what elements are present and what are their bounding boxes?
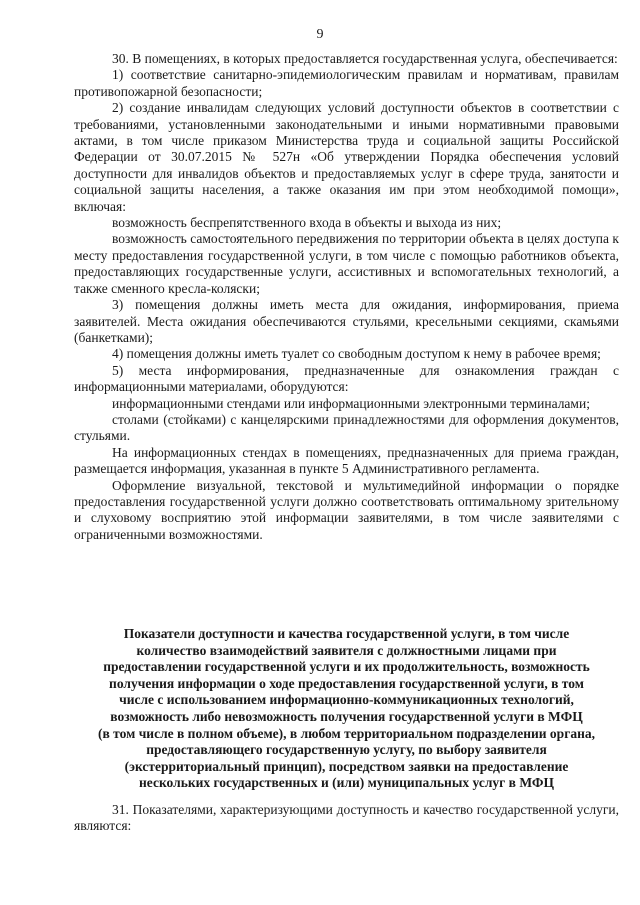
paragraph: 5) места информирования, предназначенные для ознакомления граждан с информационными материалами, оборудуются: (74, 362, 619, 395)
heading-line: количество взаимодействий заявителя с должностными лицами при (136, 642, 557, 658)
paragraph: На информационных стендах в помещениях, предназначенных для приема граждан, размещается информация, указанная в пункте 5 Административного регламента. (74, 444, 619, 477)
paragraph: 1) соответствие санитарно-эпидемиологическим правилам и нормативам, правилам противопожарной безопасности; (74, 67, 619, 99)
section-30-body (74, 51, 619, 543)
paragraph: 4) помещения должны иметь туалет со свободным доступом к нему в рабочее время; (112, 346, 601, 362)
paragraph: Оформление визуальной, текстовой и мультимедийной информации о порядке предоставления государственной услуги должно соответствовать оптимальному зрительному и слуховому восприятию этой информации заявителями, в том числе заявителями с ограниченными возможностями. (74, 477, 619, 542)
heading-line: возможность либо невозможность получения государственной услуги в МФЦ (110, 708, 583, 724)
paragraph: возможность самостоятельного передвижения по территории объекта в целях доступа к месту предоставления государственной услуги, в том числе с помощью работников объекта, предоставляющих государственные услуги, ассистивных и вспомогательных технологий, а также сменного кресла-коляски; (74, 231, 619, 296)
paragraph: столами (стойками) с канцелярскими принадлежностями для оформления документов, стульями. (74, 411, 619, 444)
paragraph: 2) создание инвалидам следующих условий доступности объектов в соответствии с требованиями, установленными законодательными и иными нормативными правовыми актами, в том числе приказом Министерства труда и социальной защиты Российской Федерации от 30.07.2015 № 527н «Об утверждении Порядка обеспечения условий доступности для инвалидов объектов и предоставляемых услуг в сфере труда, занятости и социальной защиты населения, а также оказания им при этом необходимой помощи», включая: (74, 100, 619, 214)
heading-line: получения информации о ходе предоставления государственной услуги, в том (109, 675, 584, 691)
section-heading (74, 626, 619, 792)
paragraph: возможность беспрепятственного входа в объекты и выхода из них; (112, 215, 502, 231)
paragraph: 3) помещения должны иметь места для ожидания, информирования, приема заявителей. Места ожидания обеспечиваются стульями, кресельными секциями, скамьями (банкетками); (74, 297, 619, 345)
heading-line: Показатели доступности и качества государственной услуги, в том числе (123, 626, 570, 641)
page-number: 9 (316, 27, 324, 42)
heading-line: числе с использованием информационно-коммуникационных технологий, (119, 692, 574, 708)
paragraph: информационными стендами или информационными электронными терминалами; (112, 395, 590, 411)
section-31-intro: 31. Показателями, характеризующими доступность и качество государственной услуги, являются: (74, 802, 619, 834)
heading-line: (в том числе в полном объеме), в любом территориальном подразделении органа, (98, 725, 595, 741)
heading-line: предоставлении государственной услуги и их продолжительность, возможность (103, 659, 590, 675)
heading-line: предоставляющего государственную услугу, по выбору заявителя (146, 742, 547, 758)
heading-line: (экстерриториальный принцип), посредством заявки на предоставление (124, 758, 569, 774)
paragraph: 30. В помещениях, в которых предоставляется государственная услуга, обеспечивается: (112, 51, 618, 66)
heading-line: нескольких государственных и (или) муниципальных услуг в МФЦ (139, 775, 554, 791)
